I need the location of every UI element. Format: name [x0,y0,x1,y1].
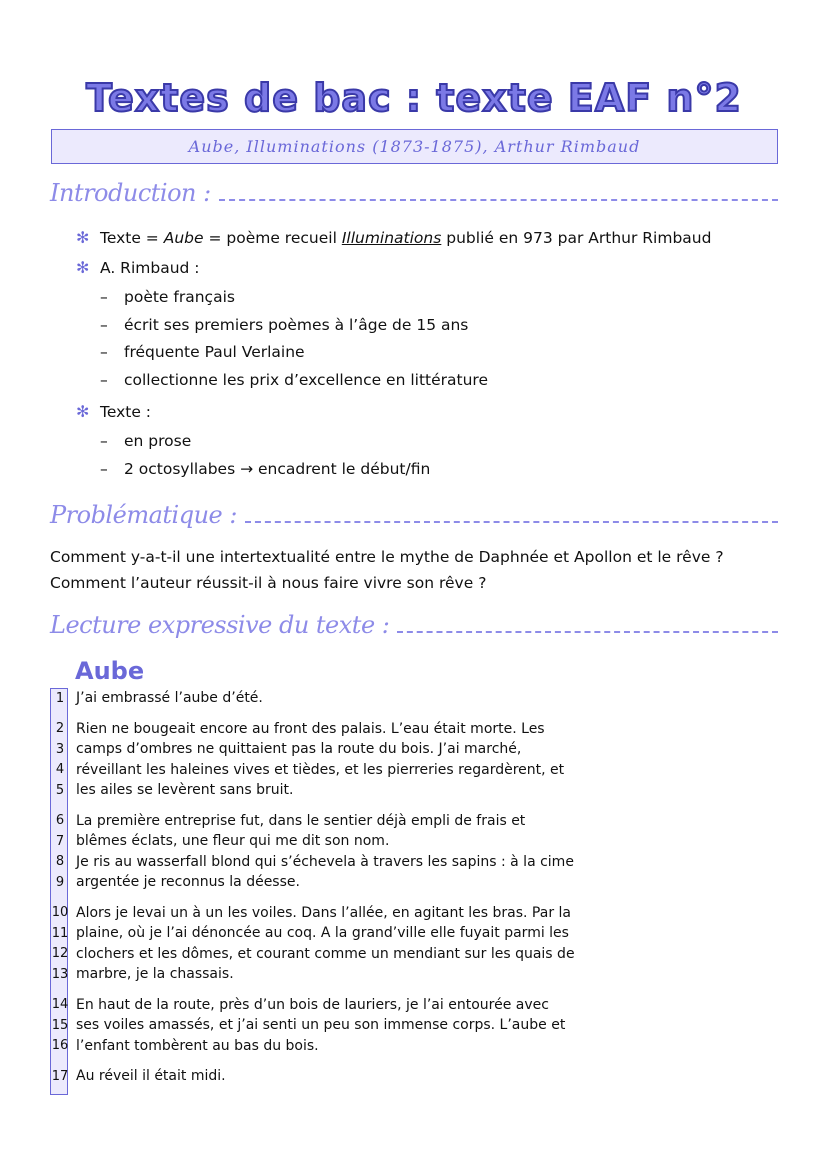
dashed-divider [245,521,778,523]
question: Comment l’auteur réussit-il à nous faire vivre son rêve ? [50,574,487,592]
poem-line: 6 La première entreprise fut, dans le sentier déjà empli de frais et [55,812,526,829]
poem-line: 12 clochers et les dômes, et courant comme un mendiant sur les quais de [51,945,575,962]
poem-line: 17 Au réveil il était midi. [51,1068,226,1085]
list-item: ✻ A. Rimbaud : [76,258,200,277]
subtitle-banner: Aube, Illuminations (1873-1875), Arthur Rimbaud [51,129,778,164]
sub-item: – écrit ses premiers poèmes à l’âge de 15 ans [100,315,469,334]
section-lecture [50,604,778,640]
sub-item: – collectionne les prix d’excellence en littérature [100,370,488,389]
poem-line: 11 plaine, où je l’ai dénoncée au coq. A la grand’ville elle fuyait parmi les [51,925,569,942]
section-problematique [50,494,778,530]
intro-bullets [76,228,776,487]
list-item: ✻ Texte = Aube = poème recueil Illuminations publié en 973 par Arthur Rimbaud [76,228,712,247]
poem-line: 1 J’ai embrassé l’aube d’été. [55,690,263,707]
poem-line: 4 réveillant les haleines vives et tièdes, et les pierreries regardèrent, et [55,761,565,778]
section-introduction [50,172,778,208]
asterisk-icon: ✻ [76,258,90,277]
poem-line: 14 En haut de la route, près d’un bois de lauriers, je l’ai entourée avec [51,996,549,1013]
poem-line: 7 blêmes éclats, une fleur qui me dit son nom. [55,833,390,850]
page-title: Textes de bac : texte EAF n°2 [86,76,742,120]
poem-line: 13 marbre, je la chassais. [51,966,234,983]
poem-line: 10 Alors je levai un à un les voiles. Dans l’allée, en agitant les bras. Par la [51,904,572,921]
dashed-divider [397,631,778,633]
sub-item: – 2 octosyllabes → encadrent le début/fin [100,459,431,478]
dashed-divider [219,199,778,201]
section-title: Lecture expressive du texte : [50,611,390,639]
section-title: Problématique : [50,501,237,529]
sub-item: – poète français [100,288,235,306]
problematique-questions [50,544,778,596]
sub-item: – en prose [100,432,192,450]
asterisk-icon: ✻ [76,402,90,421]
sub-item: – fréquente Paul Verlaine [100,343,305,361]
poem-line: 2 Rien ne bougeait encore au front des palais. L’eau était morte. Les [55,720,545,737]
poem-line: 15 ses voiles amassés, et j’ai senti un peu son immense corps. L’aube et [51,1017,566,1034]
poem-line: 16 l’enfant tombèrent au bas du bois. [51,1037,319,1054]
poem-text [50,688,610,1087]
list-item: ✻ Texte : [76,402,152,421]
poem-title: Aube [75,657,145,685]
question: Comment y-a-t-il une intertextualité entre le mythe de Daphnée et Apollon et le rêve ? [50,548,724,566]
asterisk-icon: ✻ [76,228,90,247]
poem-line: 5 les ailes se levèrent sans bruit. [55,782,294,799]
section-title: Introduction : [50,179,211,207]
poem-line: 9 argentée je reconnus la déesse. [55,874,300,891]
poem-line: 3 camps d’ombres ne quittaient pas la route du bois. J’ai marché, [55,741,522,758]
poem-line: 8 Je ris au wasserfall blond qui s’échevela à travers les sapins : à la cime [55,853,574,870]
